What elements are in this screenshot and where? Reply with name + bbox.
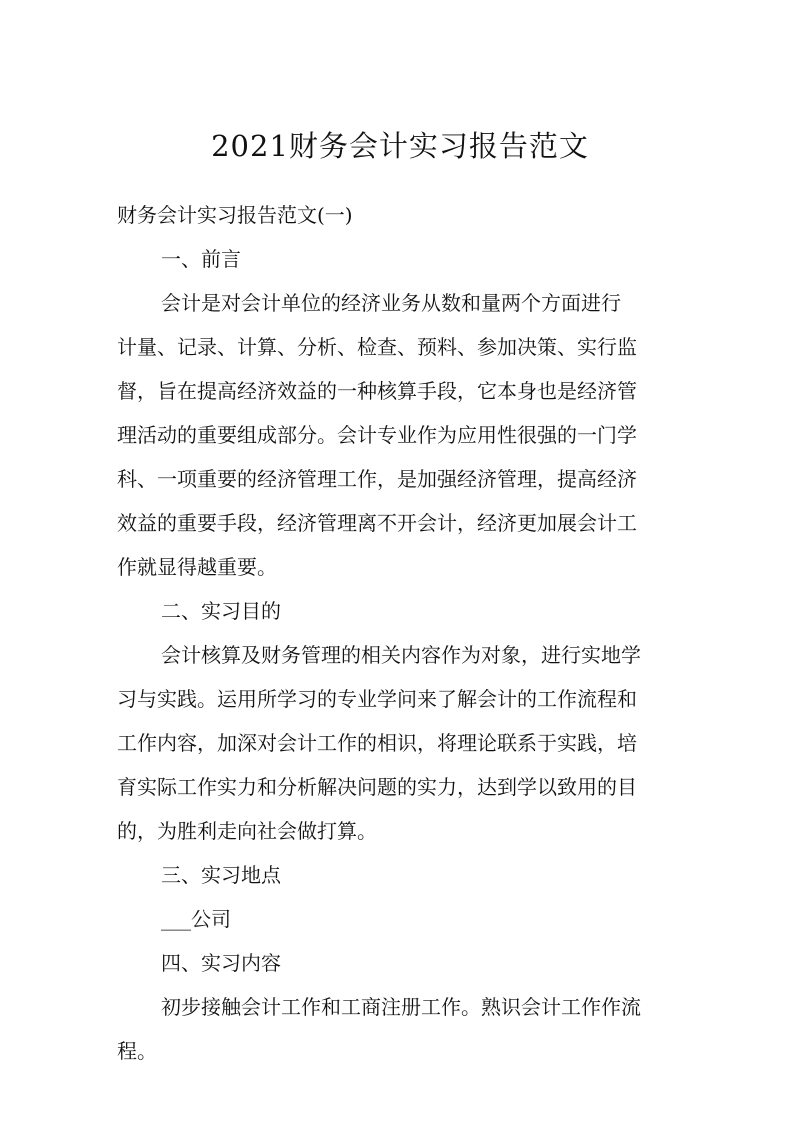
paragraph-line: 育实际工作实力和分析解决问题的实力，达到学以致用的目 [117,775,637,799]
paragraph-line: 作就显得越重要。 [117,555,277,579]
paragraph-line: 的，为胜利走向社会做打算。 [117,819,377,843]
paragraph-line: 理活动的重要组成部分。会计专业作为应用性很强的一门学 [117,423,637,447]
section-heading-content: 四、实习内容 [161,951,281,975]
paragraph-line: 程。 [117,1039,157,1063]
paragraph-line: 会计核算及财务管理的相关内容作为对象，进行实地学 [161,643,641,667]
page-title: 2021财务会计实习报告范文 [211,129,589,163]
paragraph-line: 科、一项重要的经济管理工作，是加强经济管理，提高经济 [117,467,637,491]
section-heading-preface: 一、前言 [161,247,241,271]
section-heading-location: 三、实习地点 [161,863,281,887]
section-heading-purpose: 二、实习目的 [161,599,281,623]
document-subtitle: 财务会计实习报告范文(一) [117,203,353,227]
document-body [117,193,689,1073]
paragraph-line: 督，旨在提高经济效益的一种核算手段，它本身也是经济管 [117,379,637,403]
paragraph-line: 习与实践。运用所学习的专业学问来了解会计的工作流程和 [117,687,637,711]
company-placeholder-line: ___公司 [161,907,231,931]
paragraph-line: 初步接触会计工作和工商注册工作。熟识会计工作作流 [161,995,641,1019]
paragraph-line: 工作内容，加深对会计工作的相识，将理论联系于实践，培 [117,731,637,755]
paragraph-line: 效益的重要手段，经济管理离不开会计，经济更加展会计工 [117,511,637,535]
paragraph-line: 会计是对会计单位的经济业务从数和量两个方面进行 [161,291,621,315]
paragraph-line: 计量、记录、计算、分析、检查、预料、参加决策、实行监 [117,335,637,359]
